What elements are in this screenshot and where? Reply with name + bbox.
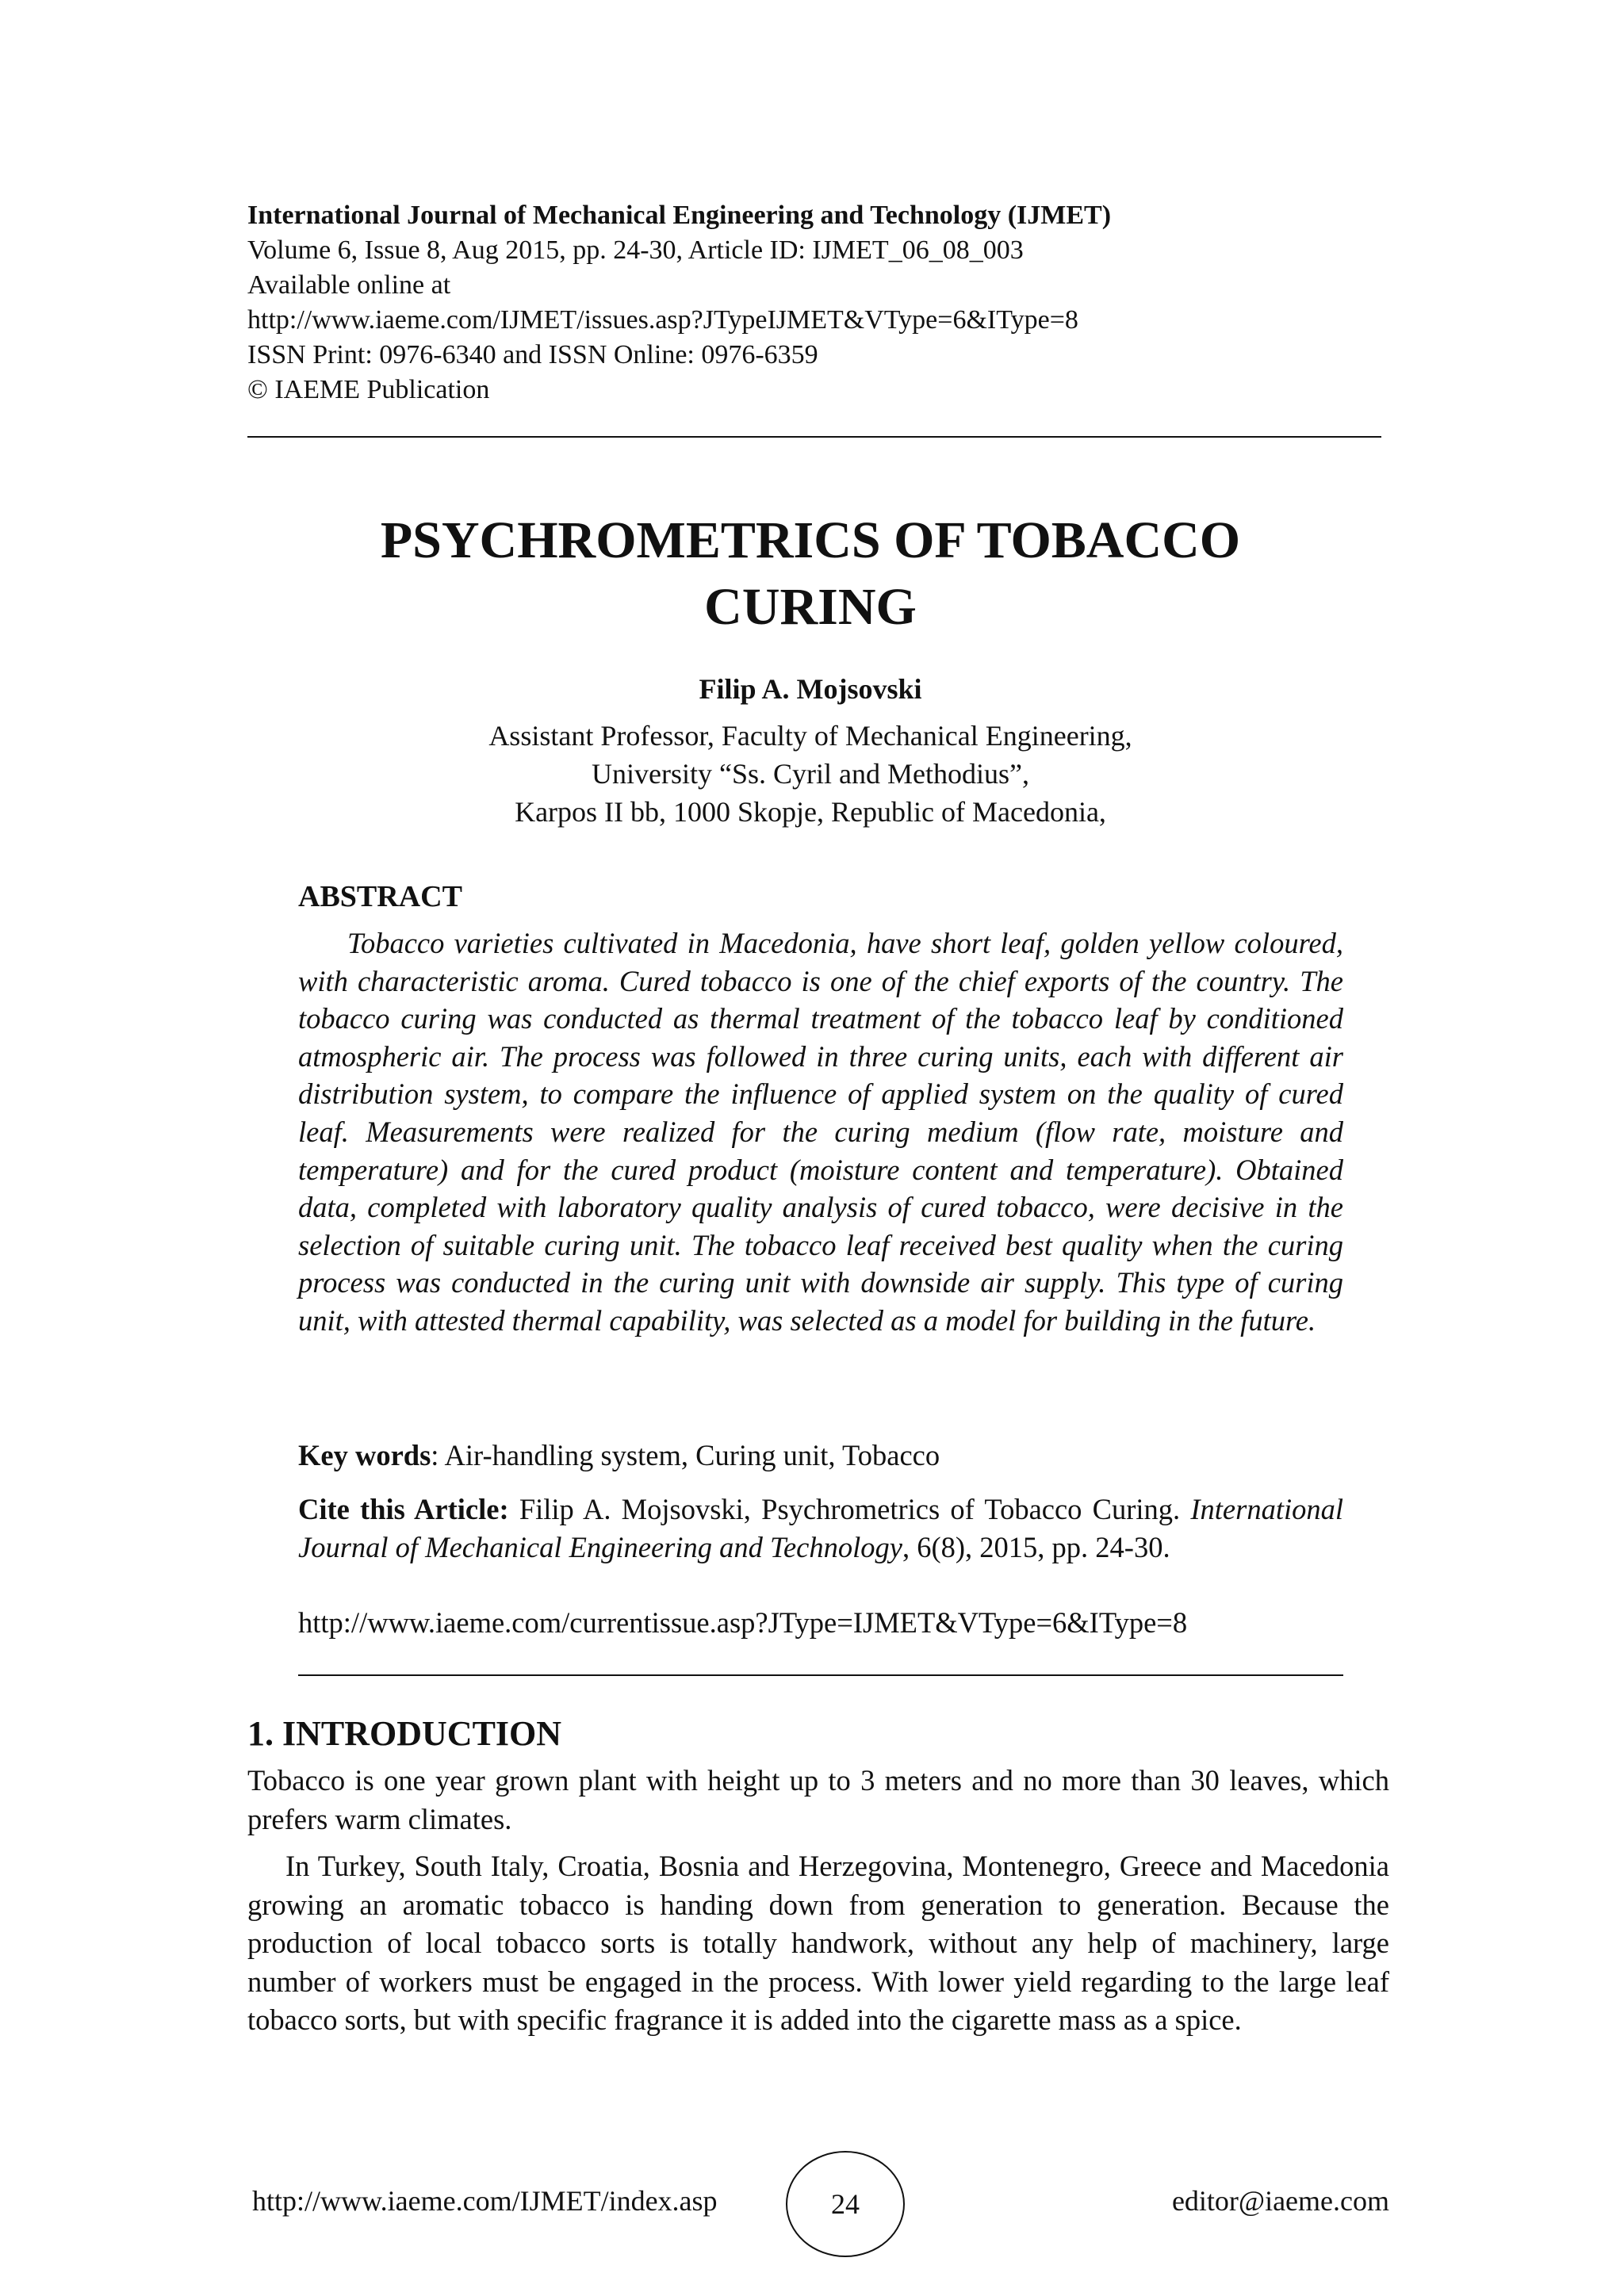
keywords-label: Key words [298, 1439, 431, 1471]
section-heading-introduction: 1. INTRODUCTION [247, 1714, 562, 1753]
journal-name: International Journal of Mechanical Engineering and Technology (IJMET) [247, 201, 1112, 230]
footer-email[interactable]: editor@iaeme.com [1171, 2185, 1389, 2217]
page-number [786, 2151, 905, 2257]
intro-paragraph-2 [247, 1847, 1389, 2040]
issue-url[interactable]: http://www.iaeme.com/IJMET/issues.asp?JTypeIJMET&VType=6&IType=8 [247, 305, 1078, 335]
citation [298, 1490, 1343, 1566]
page-number-text: 24 [831, 2188, 860, 2220]
intro-paragraph-2-text: In Turkey, South Italy, Croatia, Bosnia and Herzegovina, Montenegro, Greece and Macedonia growing an aromatic tobacco is handing down from generation to generation. Because the production of local tobacco sorts is totally handwork, without any help of machinery, large number of workers must be engaged in the process. With lower yield regarding to the large leaf tobacco sorts, but with specific fragrance it is added into the cigarette mass as a spice. [247, 1850, 1389, 2037]
abstract-text: Tobacco varieties cultivated in Macedonia, have short leaf, golden yellow coloured, with characteristic aroma. Cured tobacco is one of the chief exports of the country. The tobacco curing was conducted as thermal treatment of the tobacco leaf by conditioned atmospheric air. The process was followed in three curing units, each with different air distribution system, to compare the influence of applied system on the quality of cured leaf. Measurements were realized for the curing medium (flow rate, moisture and temperature) and for the cured product (moisture content and temperature). Obtained data, completed with laboratory quality analysis of cured tobacco, were decisive in the selection of suitable curing unit. The tobacco leaf received best quality when the curing process was conducted in the curing unit with downside air supply. This type of curing unit, with attested thermal capability, was selected as a model for building in the future. [298, 927, 1343, 1337]
affiliation-line-1: Assistant Professor, Faculty of Mechanical Engineering, [488, 720, 1132, 752]
footer-url[interactable]: http://www.iaeme.com/IJMET/index.asp [252, 2185, 718, 2217]
title-line-2: CURING [704, 578, 917, 636]
intro-paragraph-1: Tobacco is one year grown plant with height up to 3 meters and no more than 30 leaves, which prefers warm climates. [247, 1764, 1389, 1835]
cite-rest: , 6(8), 2015, pp. 24-30. [902, 1530, 1170, 1563]
cite-label: Cite this Article: [298, 1493, 509, 1525]
title-line-1: PSYCHROMETRICS OF TOBACCO [380, 511, 1241, 569]
affiliation-line-3: Karpos II bb, 1000 Skopje, Republic of Macedonia, [515, 796, 1106, 828]
paper-title [247, 507, 1373, 641]
publisher: © IAEME Publication [247, 375, 490, 404]
header-rule [247, 436, 1381, 438]
keywords-text: : Air-handling system, Curing unit, Tobacco [431, 1439, 940, 1471]
available-online-label: Available online at [247, 270, 451, 300]
cite-text: Filip A. Mojsovski, Psychrometrics of Tobacco Curing. [508, 1493, 1181, 1525]
cite-journal: International Journal of Mechanical Engineering and Technology [298, 1493, 1343, 1563]
author-name: Filip A. Mojsovski [699, 673, 922, 705]
abstract-heading: ABSTRACT [298, 880, 462, 913]
volume-info: Volume 6, Issue 8, Aug 2015, pp. 24-30, Article ID: IJMET_06_08_003 [247, 235, 1024, 265]
issn-info: ISSN Print: 0976-6340 and ISSN Online: 0976-6359 [247, 340, 818, 369]
affiliation-line-2: University “Ss. Cyril and Methodius”, [592, 758, 1029, 790]
keywords [298, 1437, 1343, 1475]
cite-url[interactable]: http://www.iaeme.com/currentissue.asp?JType=IJMET&VType=6&IType=8 [298, 1606, 1188, 1639]
abstract-end-rule [298, 1674, 1343, 1676]
